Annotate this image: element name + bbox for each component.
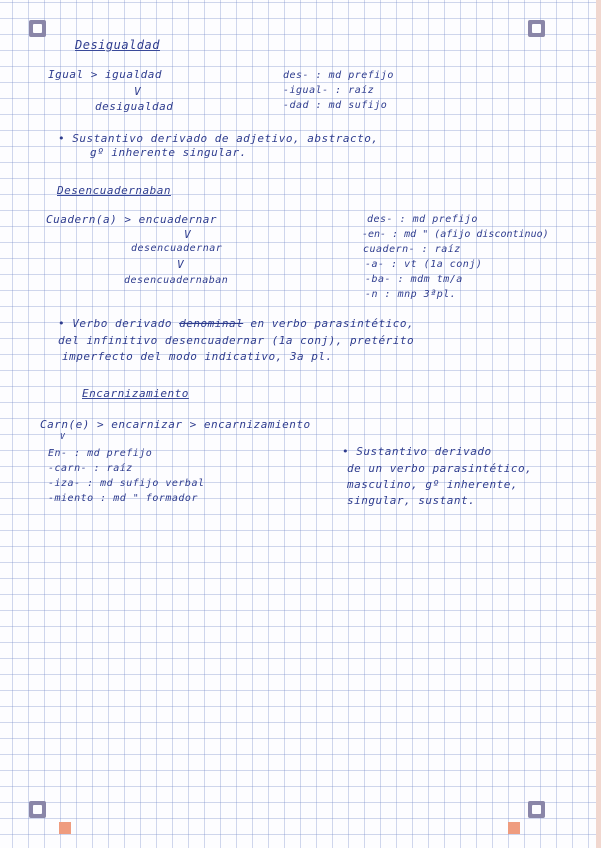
morpheme-line: des- : md prefijo [283, 70, 394, 81]
corner-mark-bottom-left [29, 801, 46, 818]
note-line: gº inherente singular. [90, 146, 247, 159]
note-line: imperfecto del modo indicativo, 3a pl. [62, 350, 333, 363]
morpheme-line: -igual- : raíz [283, 85, 375, 96]
corner-mark-top-right [528, 20, 545, 37]
note-line: singular, sustant. [347, 494, 476, 507]
morpheme-line: -n : mnp 3ªpl. [365, 289, 457, 300]
morpheme-line: -miento : md " formador [48, 493, 198, 504]
corner-mark-top-left [29, 20, 46, 37]
morpheme-line: En- : md prefijo [48, 448, 153, 459]
section-title-desencuadernaban: Desencuadernaban [57, 184, 171, 197]
note-text: • Verbo derivado [58, 317, 172, 330]
morpheme-line: -dad : md sufijo [283, 100, 388, 111]
derivation-arrow: V [177, 258, 185, 271]
derivation-step: desencuadernar [131, 243, 223, 254]
note-text: en verbo parasintético, [250, 317, 415, 330]
derivation-arrow: V [184, 228, 192, 241]
derivation-step: Igual > igualdad [48, 68, 162, 81]
derivation-step: desigualdad [95, 100, 174, 113]
morpheme-line: cuadern- : raíz [363, 244, 461, 255]
derivation-step: Carn(e) > encarnizar > encarnizamiento [40, 418, 311, 431]
note-line: de un verbo parasintético, [347, 462, 533, 475]
note-line: • Sustantivo derivado de adjetivo, abstracto, [58, 132, 379, 145]
morpheme-line: -ba- : mdm tm/a [365, 274, 463, 285]
morpheme-line: -iza- : md sufijo verbal [48, 478, 205, 489]
crossed-out-word: denominal [179, 317, 244, 330]
note-line [58, 317, 414, 330]
derivation-step: desencuadernaban [124, 275, 229, 286]
note-line: • Sustantivo derivado [342, 445, 492, 458]
derivation-arrow: V [60, 432, 66, 441]
paper-edge [596, 0, 601, 848]
section-title-encarnizamiento: Encarnizamiento [82, 387, 189, 400]
color-tab-bottom-left [59, 822, 71, 834]
morpheme-line: -carn- : raíz [48, 463, 133, 474]
derivation-step: Cuadern(a) > encuadernar [46, 213, 217, 226]
derivation-arrow: V [134, 85, 142, 98]
color-tab-bottom-right [508, 822, 520, 834]
note-line: masculino, gº inherente, [347, 478, 518, 491]
note-line: del infinitivo desencuadernar (1a conj), pretérito [58, 334, 415, 347]
corner-mark-bottom-right [528, 801, 545, 818]
morpheme-line: -a- : vt (1a conj) [365, 259, 483, 270]
section-title-desigualdad: Desigualdad [75, 38, 160, 52]
morpheme-line: -en- : md " (afijo discontinuo) [362, 229, 549, 240]
morpheme-line: des- : md prefijo [367, 214, 478, 225]
